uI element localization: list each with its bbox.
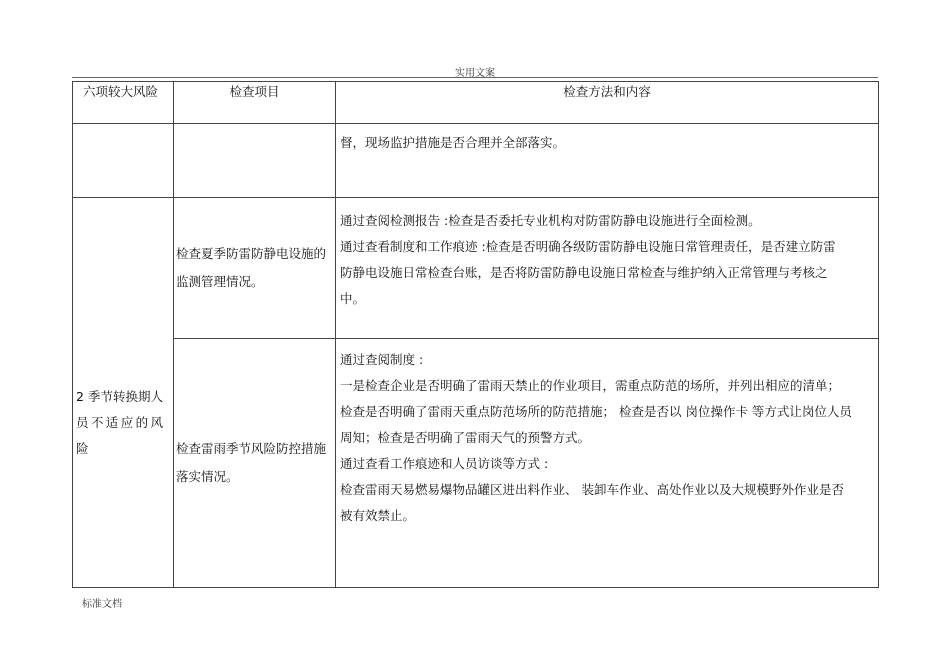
risk-cell — [73, 198, 174, 588]
inspection-table — [72, 81, 879, 588]
table-row — [73, 339, 879, 588]
column-header-risk: 六项较大风险 — [73, 82, 174, 124]
method-line: 防静电设施日常检查台账，是否将防雷防静电设施日常检查与维护纳入正常管理与考核之 — [340, 265, 828, 280]
method-line: 通过查看制度和工作痕迹 :检查是否明确各级防雷防静电设施日常管理责任，是否建立防雷 — [340, 239, 836, 254]
empty-risk-cell — [73, 124, 174, 198]
column-header-method: 检查方法和内容 — [336, 82, 879, 124]
method-line: 检查是否明确了雷雨天重点防范场所的防范措施； 检查是否以 岗位操作卡 等方式让岗位人员 — [340, 404, 852, 419]
method-cell — [336, 198, 879, 339]
table-header-row — [73, 82, 879, 124]
continuation-cell: 督，现场监护措施是否合理并全部落实。 — [336, 124, 879, 198]
method-line: 周知；检查是否明确了雷雨天气的预警方式。 — [340, 430, 591, 445]
page-header-text: 实用文案 — [455, 68, 495, 79]
method-cell — [336, 339, 879, 588]
table-row — [73, 198, 879, 339]
method-line: 中。 — [340, 291, 366, 306]
check-item-text: 检查雷雨季节风险防控措施落实情况。 — [176, 441, 327, 484]
risk-label: 2 季节转换期人员不适应的风险 — [76, 388, 163, 456]
table-row — [73, 124, 879, 198]
item-cell — [174, 339, 336, 588]
method-line: 被有效禁止。 — [340, 508, 416, 523]
page-footer-text: 标准文档 — [82, 599, 122, 610]
header-rule — [72, 77, 878, 78]
method-line: 检查雷雨天易燃易爆物品罐区进出料作业、 装卸车作业、高处作业以及大规模野外作业是否 — [340, 482, 844, 497]
method-line: 通过查阅制度 : — [340, 352, 424, 367]
item-cell — [174, 198, 336, 339]
method-line: 一是检查企业是否明确了雷雨天禁止的作业项目，需重点防范的场所，并列出相应的清单； — [340, 378, 841, 393]
check-item-text: 检查夏季防雷防静电设施的监测管理情况。 — [176, 246, 327, 289]
method-line: 通过查阅检测报告 :检查是否委托专业机构对防雷防静电设施进行全面检测。 — [340, 213, 761, 228]
column-header-item: 检查项目 — [174, 82, 336, 124]
empty-item-cell — [174, 124, 336, 198]
method-line: 通过查看工作痕迹和人员访谈等方式 : — [340, 456, 549, 471]
